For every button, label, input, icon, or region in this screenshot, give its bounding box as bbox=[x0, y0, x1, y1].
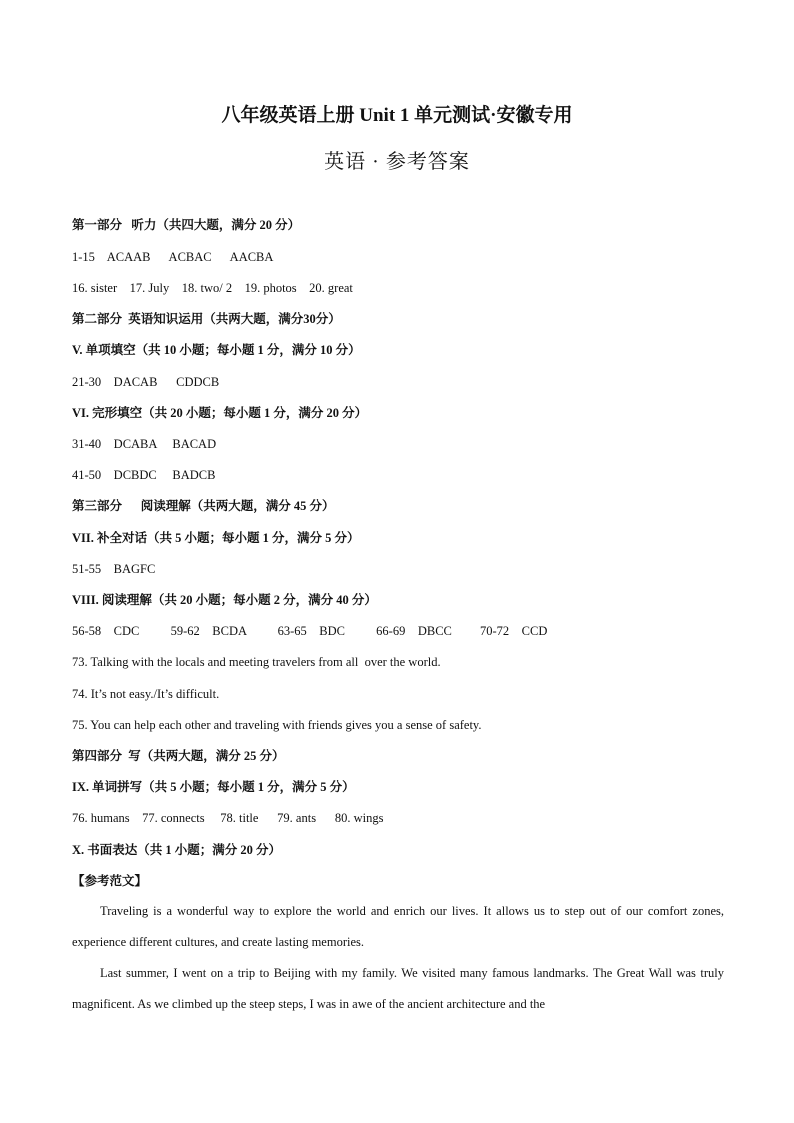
answer-line-56-72: 56-58 CDC 59-62 BCDA 63-65 BDC 66-69 DBCC 70-72 CCD bbox=[72, 624, 548, 638]
answer-line-31-40: 31-40 DCABA BACAD bbox=[72, 437, 217, 451]
section-heading-part4: 第四部分 写（共两大题，满分 25 分） bbox=[72, 749, 285, 763]
essay-paragraph: Traveling is a wonderful way to explore the world and enrich our lives. It allows us to step out of our comfort zones, experience different cultures, and create lasting memories. bbox=[72, 904, 724, 949]
answer-line-76-80: 76. humans 77. connects 78. title 79. ants 80. wings bbox=[72, 811, 384, 825]
answer-line-74: 74. It’s not easy./It’s difficult. bbox=[72, 687, 220, 701]
subsection-heading-vii: VII. 补全对话（共 5 小题；每小题 1 分，满分 5 分） bbox=[72, 531, 360, 545]
sample-essay-label: 【参考范文】 bbox=[72, 874, 148, 888]
answer-line-16-20: 16. sister 17. July 18. two/ 2 19. photos 20. great bbox=[72, 281, 353, 295]
answer-line-41-50: 41-50 DCBDC BADCB bbox=[72, 468, 216, 482]
answer-line-73: 73. Talking with the locals and meeting travelers from all over the world. bbox=[72, 655, 441, 669]
subsection-heading-viii: VIII. 阅读理解（共 20 小题；每小题 2 分，满分 40 分） bbox=[72, 593, 377, 607]
section-heading-part2: 第二部分 英语知识运用（共两大题，满分30分） bbox=[72, 312, 341, 326]
subsection-heading-vi: VI. 完形填空（共 20 小题；每小题 1 分，满分 20 分） bbox=[72, 406, 368, 420]
section-heading-part3: 第三部分 阅读理解（共两大题，满分 45 分） bbox=[72, 499, 335, 513]
subsection-heading-v: V. 单项填空（共 10 小题；每小题 1 分，满分 10 分） bbox=[72, 343, 361, 357]
section-heading-part1: 第一部分 听力（共四大题，满分 20 分） bbox=[72, 218, 301, 232]
answer-line-75: 75. You can help each other and traveling with friends gives you a sense of safety. bbox=[72, 718, 482, 732]
subsection-heading-x: X. 书面表达（共 1 小题；满分 20 分） bbox=[72, 843, 282, 857]
subsection-heading-ix: IX. 单词拼写（共 5 小题；每小题 1 分，满分 5 分） bbox=[72, 780, 355, 794]
answer-line-51-55: 51-55 BAGFC bbox=[72, 562, 156, 576]
document-subtitle: 英语 · 参考答案 bbox=[324, 151, 470, 173]
document-title: 八年级英语上册 Unit 1 单元测试·安徽专用 bbox=[221, 105, 573, 126]
answer-line-1-15: 1-15 ACAAB ACBAC AACBA bbox=[72, 250, 274, 264]
answer-line-21-30: 21-30 DACAB CDDCB bbox=[72, 375, 220, 389]
essay-paragraph: Last summer, I went on a trip to Beijing with my family. We visited many famous landmarks. The Great Wall was truly magnificent. As we climbed up the steep steps, I was in awe of the ancient architecture and the bbox=[72, 966, 724, 1011]
